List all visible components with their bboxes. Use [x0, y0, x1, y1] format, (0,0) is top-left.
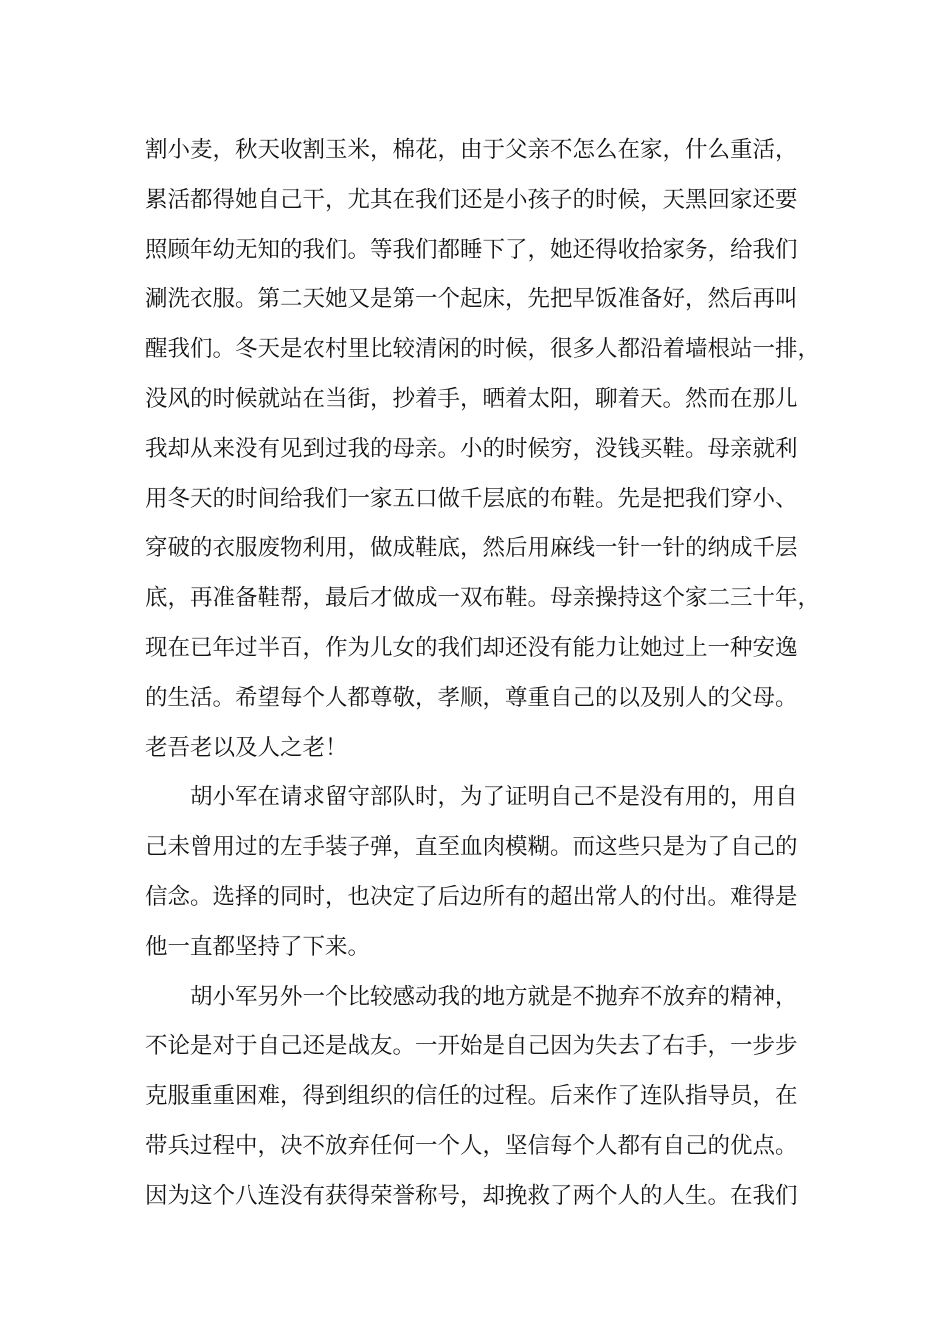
text-line: 涮洗衣服。第二天她又是第一个起床，先把早饭准备好，然后再叫: [145, 286, 798, 313]
paragraph: [145, 973, 815, 1222]
text-line: 己未曾用过的左手装子弹，直至血肉模糊。而这些只是为了自己的: [145, 834, 798, 861]
paragraph: [145, 126, 821, 773]
text-line: 的生活。希望每个人都尊敬，孝顺，尊重自己的以及别人的父母。: [145, 684, 798, 711]
text-line: 胡小军在请求留守部队时，为了证明自己不是没有用的，用自: [190, 784, 798, 811]
text-line: 他一直都坚持了下来。: [145, 933, 371, 960]
paragraph: [145, 773, 815, 972]
text-line: 醒我们。冬天是农村里比较清闲的时候，很多人都沿着墙根站一排，: [145, 336, 821, 363]
document-body: [145, 126, 821, 1222]
text-line: 累活都得她自己干，尤其在我们还是小孩子的时候，天黑回家还要: [145, 186, 798, 213]
text-line: 底，再准备鞋帮，最后才做成一双布鞋。母亲操持这个家二三十年，: [145, 585, 821, 612]
text-line: 穿破的衣服废物利用，做成鞋底，然后用麻线一针一针的纳成千层: [145, 535, 798, 562]
text-line: 因为这个八连没有获得荣誉称号，却挽救了两个人的人生。在我们: [145, 1182, 798, 1209]
text-line: 不论是对于自己还是战友。一开始是自己因为失去了右手，一步步: [145, 1033, 798, 1060]
text-line: 割小麦，秋天收割玉米，棉花，由于父亲不怎么在家，什么重活，: [145, 137, 798, 163]
text-line: 照顾年幼无知的我们。等我们都睡下了，她还得收拾家务，给我们: [145, 236, 798, 263]
text-line: 克服重重困难，得到组织的信任的过程。后来作了连队指导员，在: [145, 1083, 798, 1110]
text-line: 用冬天的时间给我们一家五口做千层底的布鞋。先是把我们穿小、: [145, 485, 798, 512]
text-line: 没风的时候就站在当街，抄着手，晒着太阳，聊着天。然而在那儿: [145, 385, 798, 412]
text-line: 我却从来没有见到过我的母亲。小的时候穷，没钱买鞋。母亲就利: [145, 435, 798, 462]
text-line: 带兵过程中，决不放弃任何一个人，坚信每个人都有自己的优点。: [145, 1132, 798, 1159]
text-line: 信念。选择的同时，也决定了后边所有的超出常人的付出。难得是: [145, 883, 798, 910]
text-line: 现在已年过半百，作为儿女的我们却还没有能力让她过上一种安逸: [145, 634, 798, 661]
text-line: 老吾老以及人之老！: [145, 734, 348, 761]
text-line: 胡小军另外一个比较感动我的地方就是不抛弃不放弃的精神，: [190, 983, 798, 1010]
